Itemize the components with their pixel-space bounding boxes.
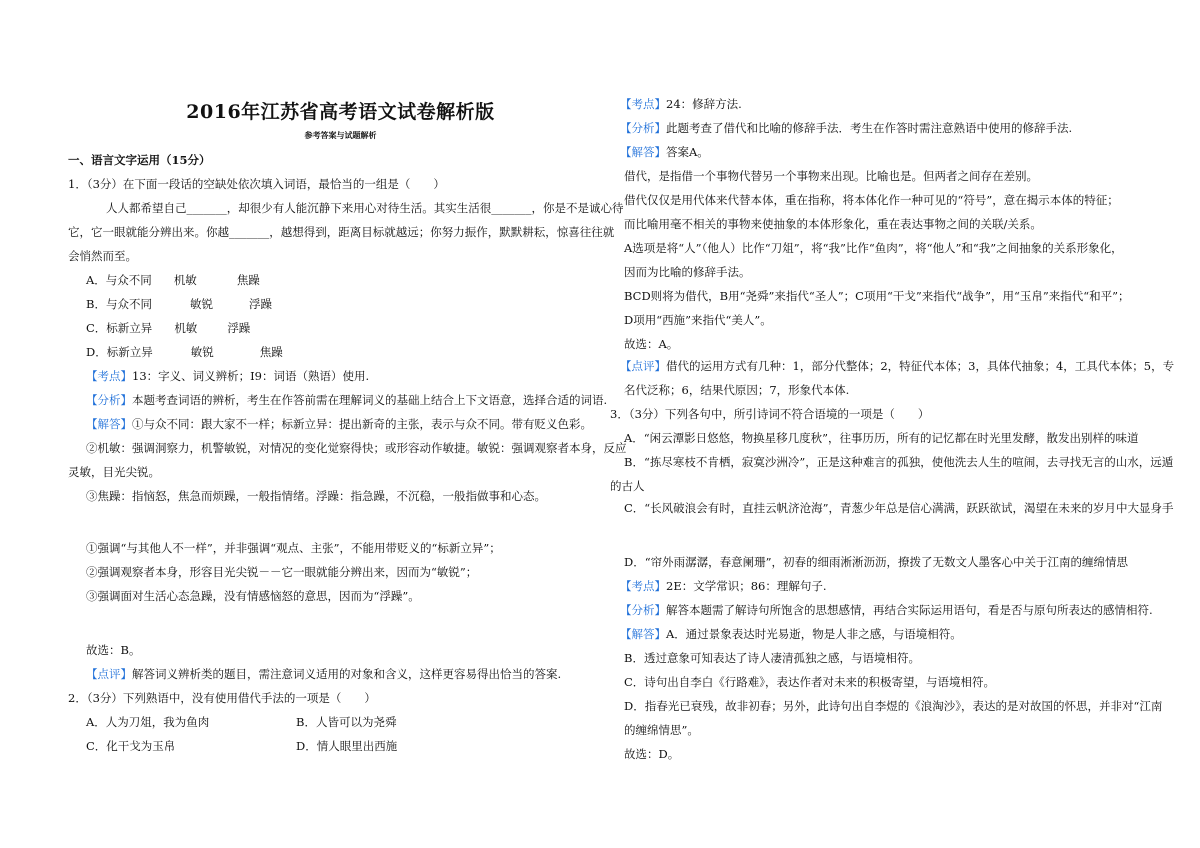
kaodian-text: 13：字义、词义辨析；I9：词语（熟语）使用. <box>132 369 370 383</box>
q3-body-line: C．诗句出自李白《行路难》，表达作者对未来的积极寄望，与语境相符。 <box>624 675 996 689</box>
fenxi-text: 本题考查词语的辨析，考生在作答前需在理解词义的基础上结合上下文语意，选择合适的词语. <box>132 393 608 407</box>
option-word: 浮躁 <box>248 297 272 311</box>
q1-jieda-line: ②机敏：强调洞察力，机警敏锐，对情况的变化觉察得快；或形容动作敏捷。敏锐：强调观察者本身，反应 <box>86 441 627 455</box>
fenxi-text: 解答本题需了解诗句所饱含的思想感情，再结合实际运用语句，看是否与原句所表达的感情相符. <box>666 603 1153 617</box>
jieda-text: A．通过景象表达时光易逝，物是人非之感，与语境相符。 <box>666 627 962 641</box>
dianping-tag: 【点评】 <box>620 359 666 373</box>
q3-jieda <box>620 626 962 642</box>
q1-analysis-line: ②强调观察者本身，形容目光尖锐－－它一眼就能分辨出来，因而为“敏锐”； <box>86 565 478 579</box>
page-subtitle: 参考答案与试题解析 <box>304 130 377 140</box>
option-word: 浮躁 <box>227 321 251 335</box>
q3-option-d: D．“帘外雨潺潺，春意阑珊”，初春的细雨淅淅沥沥，撩拨了无数文人墨客心中关于江南的缠绵情思 <box>624 555 1128 569</box>
q3-kaodian <box>620 578 827 594</box>
page-title: 2016年江苏省高考语文试卷解析版 <box>186 101 495 123</box>
option-word: 焦躁 <box>259 345 283 359</box>
q2-body-line: 借代仅仅是用代体来代替本体，重在指称，将本体化作一种可见的“符号”，意在揭示本体的特征； <box>624 193 1119 207</box>
q3-body-line: B．透过意象可知表达了诗人凄清孤独之感，与语境相符。 <box>624 651 920 665</box>
kaodian-tag: 【考点】 <box>86 369 132 383</box>
q1-passage-line: 它，它一眼就能分辨出来。你越_______，越想得到，距离目标就越远；你努力振作，默默耕耘，惊喜往往就 <box>68 225 615 239</box>
q2-jieda <box>620 144 709 160</box>
option-label: B．与众不同 <box>86 297 152 311</box>
q1-option-d <box>86 344 283 360</box>
q2-option-d: D．情人眼里出西施 <box>296 739 398 753</box>
kaodian-tag: 【考点】 <box>620 579 666 593</box>
q3-body-line: D．指春光已衰残，故非初春；另外，此诗句出自李煜的《浪淘沙》，表达的是对故国的怀思，并非对“江南 <box>624 699 1163 713</box>
jieda-tag: 【解答】 <box>86 417 132 431</box>
jieda-text: ①与众不同：跟大家不一样；标新立异：提出新奇的主张，表示与众不同。带有贬义色彩。 <box>132 417 592 431</box>
option-word: 机敏 <box>174 321 198 335</box>
q1-option-c <box>86 320 250 336</box>
q3-stem: 3．（3分）下列各句中，所引诗词不符合语境的一项是（ ） <box>610 407 930 421</box>
q2-option-b: B．人皆可以为尧舜 <box>296 715 397 729</box>
q2-body-line: 借代，是指借一个事物代替另一个事物来出现。比喻也是。但两者之间存在差别。 <box>624 169 1038 183</box>
q2-dianping <box>620 358 1174 374</box>
q2-option-c: C．化干戈为玉帛 <box>86 739 176 753</box>
q1-option-a <box>86 272 260 288</box>
jieda-tag: 【解答】 <box>620 627 666 641</box>
q2-body-line: A选项是将“人”（他人）比作“刀俎”，将“我”比作“鱼肉”，将“他人”和“我”之间抽象的关系形象化， <box>624 241 1123 255</box>
q3-option-c: C．“长风破浪会有时，直挂云帆济沧海”，青葱少年总是信心满满，跃跃欲试，渴望在未来的岁月中大显身手 <box>624 501 1174 515</box>
q1-passage-line: 会悄然而至。 <box>68 249 137 263</box>
option-word: 敏锐 <box>190 345 214 359</box>
q3-option-b: B．“拣尽寒枝不肯栖，寂寞沙洲冷”，正是这种难言的孤独，使他洗去人生的喧闹，去寻找无言的山水，远遁 <box>624 455 1174 469</box>
q2-kaodian <box>620 96 742 112</box>
dianping-text: 解答词义辨析类的题目，需注意词义适用的对象和含义，这样更容易得出恰当的答案. <box>132 667 562 681</box>
option-word: 敏锐 <box>189 297 213 311</box>
q3-fenxi <box>620 602 1153 618</box>
q2-body-line: D项用“西施”来指代“美人”。 <box>624 313 772 327</box>
q1-kaodian <box>86 368 369 384</box>
q1-analysis-line: ③强调面对生活心态急躁，没有情感恼怒的意思，因而为“浮躁”。 <box>86 589 420 603</box>
fenxi-text: 此题考查了借代和比喻的修辞手法．考生在作答时需注意熟语中使用的修辞手法. <box>666 121 1073 135</box>
fenxi-tag: 【分析】 <box>620 603 666 617</box>
kaodian-text: 2E：文学常识；86：理解句子. <box>666 579 827 593</box>
q1-fenxi <box>86 392 607 408</box>
q1-jieda-line: ③焦躁：指恼怒，焦急而烦躁，一般指情绪。浮躁：指急躁，不沉稳，一般指做事和心态。 <box>86 489 546 503</box>
kaodian-text: 24：修辞方法. <box>666 97 742 111</box>
kaodian-tag: 【考点】 <box>620 97 666 111</box>
q3-body-line: 的缠绵情思”。 <box>624 723 699 737</box>
option-word: 焦躁 <box>236 273 260 287</box>
q3-body-line: 故选：D。 <box>624 747 680 761</box>
q2-option-a: A．人为刀俎，我为鱼肉 <box>86 715 210 729</box>
option-label: D．标新立异 <box>86 345 153 359</box>
q3-option-a: A．“闲云潭影日悠悠，物换星移几度秋”，往事历历，所有的记忆都在时光里发酵，散发出别样的味道 <box>624 431 1139 445</box>
option-label: A．与众不同 <box>86 273 152 287</box>
q1-analysis-line: ①强调“与其他人不一样”，并非强调“观点、主张”，不能用带贬义的“标新立异”； <box>86 541 501 555</box>
q1-dianping <box>86 666 561 682</box>
jieda-tag: 【解答】 <box>620 145 666 159</box>
q2-stem: 2．（3分）下列熟语中，没有使用借代手法的一项是（ ） <box>68 691 376 705</box>
q2-body-line: 故选：A。 <box>624 337 679 351</box>
q1-passage-line: 人人都希望自己_______，却很少有人能沉静下来用心对待生活。其实生活很_______，你是不是诚心待 <box>106 201 624 215</box>
dianping-text: 借代的运用方式有几种：1，部分代整体；2，特征代本体；3，具体代抽象；4，工具代本体；5，专 <box>666 359 1175 373</box>
section-heading: 一、语言文字运用（15分） <box>68 153 211 167</box>
q2-body-line: 而比喻用毫不相关的事物来使抽象的本体形象化，重在表达事物之间的关联/关系。 <box>624 217 1042 231</box>
q1-stem: 1．（3分）在下面一段话的空缺处依次填入词语，最恰当的一组是（ ） <box>68 177 445 191</box>
q1-jieda <box>86 416 592 432</box>
jieda-text: 答案A。 <box>666 145 709 159</box>
q1-answer: 故选：B。 <box>86 643 141 657</box>
q2-body-line: 因而为比喻的修辞手法。 <box>624 265 751 279</box>
option-word: 机敏 <box>173 273 197 287</box>
q2-body-line: BCD则将为借代，B用“尧舜”来指代“圣人”；C项用“干戈”来指代“战争”，用“玉帛”来指代“和平”； <box>624 289 1130 303</box>
fenxi-tag: 【分析】 <box>620 121 666 135</box>
q2-dianping-line: 名代泛称；6，结果代原因；7，形象代本体. <box>624 383 850 397</box>
q3-option-b-cont: 的古人 <box>610 479 645 493</box>
fenxi-tag: 【分析】 <box>86 393 132 407</box>
q1-option-b <box>86 296 272 312</box>
dianping-tag: 【点评】 <box>86 667 132 681</box>
q2-fenxi <box>620 120 1072 136</box>
option-label: C．标新立异 <box>86 321 153 335</box>
q1-jieda-line: 灵敏，目光尖锐。 <box>68 465 160 479</box>
